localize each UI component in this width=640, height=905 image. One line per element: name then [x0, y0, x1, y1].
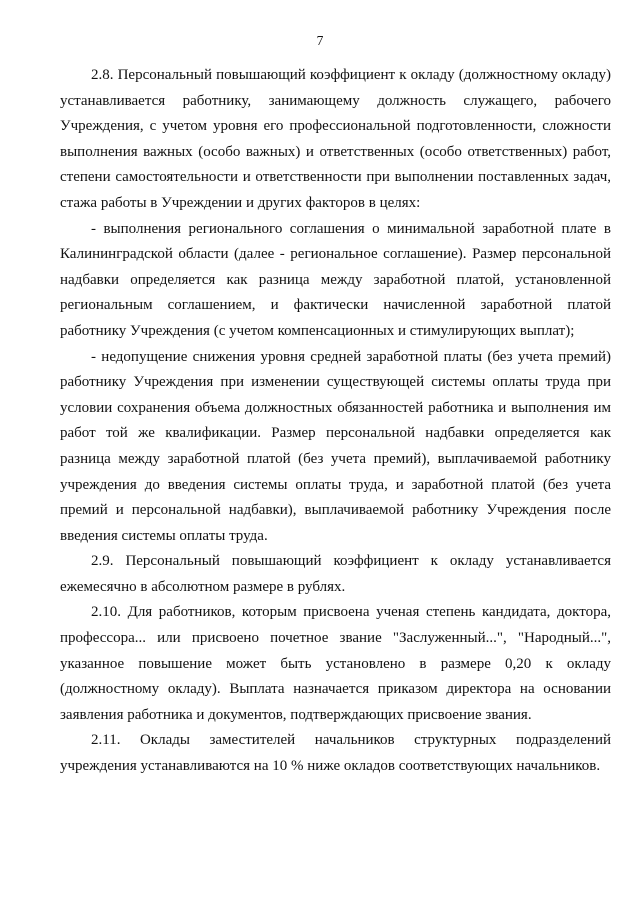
paragraph-salary-preservation: - недопущение снижения уровня средней заработной платы (без учета премий) работнику Учреждения при изменении существующей системы оплаты труда при условии сохранения объема должностных обязанностей работника и выполнения им работ той же квалификации. Размер персональной надбавки определяется как разница между заработной платой (без учета премий), выплачиваемой работнику учреждения до введения системы оплаты труда, и заработной платой (без учета премий и персональной надбавки), выплачиваемой работнику Учреждения после введения системы оплаты труда. [60, 348, 611, 544]
paragraph-2-9: 2.9. Персональный повышающий коэффициент к окладу устанавливается ежемесячно в абсолютном размере в рублях. [60, 553, 611, 595]
document-body [60, 63, 611, 780]
paragraph-2-8: 2.8. Персональный повышающий коэффициент к окладу (должностному окладу) устанавливается работнику, занимающему должность служащего, рабочего Учреждения, с учетом уровня его профессиональной подготовленности, сложности выполнения важных (особо важных) и ответственных (особо ответственных) работ, степени самостоятельности и ответственности при выполнении поставленных задач, стажа работы в Учреждении и других факторов в целях: [60, 67, 611, 211]
paragraph-regional-agreement: - выполнения регионального соглашения о минимальной заработной плате в Калининградской области (далее - региональное соглашение). Размер персональной надбавки определяется как разница между заработной платой, установленной региональным соглашением, и фактически начисленной заработной платой работнику Учреждения (с учетом компенсационных и стимулирующих выплат); [60, 220, 611, 339]
page-number: 7 [316, 33, 324, 48]
paragraph-2-10: 2.10. Для работников, которым присвоена ученая степень кандидата, доктора, профессора... или присвоено почетное звание "Заслуженный...", "Народный...", указанное повышение может быть установлено в размере 0,20 к окладу (должностному окладу). Выплата назначается приказом директора на основании заявления работника и документов, подтверждающих присвоение звания. [60, 604, 611, 723]
paragraph-2-11: 2.11. Оклады заместителей начальников структурных подразделений учреждения устанавливаются на 10 % ниже окладов соответствующих начальников. [60, 732, 611, 775]
